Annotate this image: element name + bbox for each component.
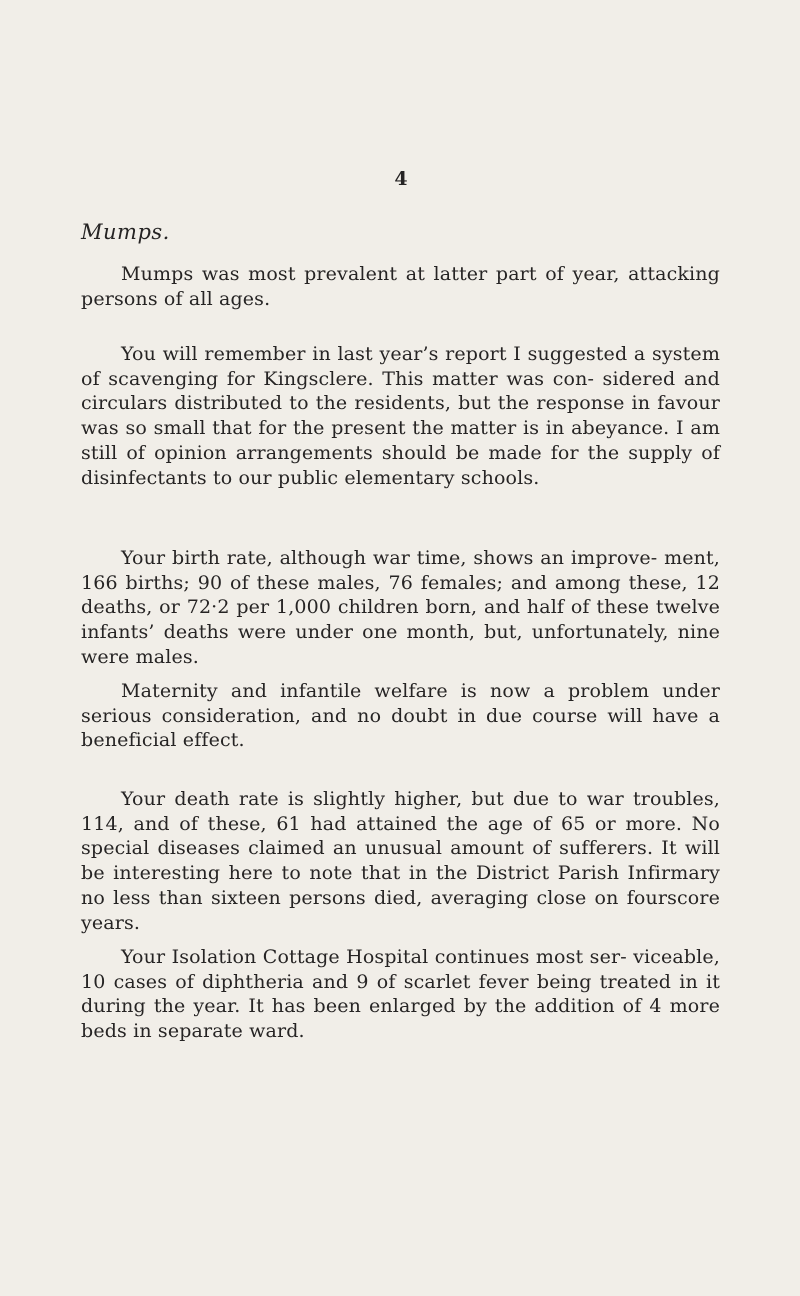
section-heading: Mumps. [81, 220, 170, 244]
paragraph-scavenging: You will remember in last year’s report I suggested a system of scavenging for Kingsclere. This matter was con- sidered and circulars distributed to the residents, but the response in favour was so small that for the present the matter is in abeyance. I am still of opinion arrangements should be made for the supply of disinfectants to our public elementary schools. [81, 343, 720, 489]
paragraph-mumps: Mumps was most prevalent at latter part of year, attacking persons of all ages. [81, 263, 720, 310]
paragraph-maternity: Maternity and infantile welfare is now a problem under serious consideration, and no doubt in due course will have a beneficial effect. [81, 680, 720, 752]
paragraph-death-rate: Your death rate is slightly higher, but due to war troubles, 114, and of these, 61 had attained the age of 65 or more. No special diseases claimed an unusual amount of sufferers. It will be interesting here to note that in the District Parish Infirmary no less than sixteen persons died, averaging close on fourscore years. [81, 788, 720, 934]
paragraph-isolation-hospital: Your Isolation Cottage Hospital continues most ser- viceable, 10 cases of diphtheria and 9 of scarlet fever being treated in it during the year. It has been enlarged by the addition of 4 more beds in separate ward. [81, 946, 720, 1043]
page-number: 4 [394, 168, 408, 190]
paragraph-birth-rate: Your birth rate, although war time, shows an improve- ment, 166 births; 90 of these males, 76 females; and among these, 12 deaths, or 72·2 per 1,000 children born, and half of these twelve infants’ deaths were under one month, but, unfortunately, nine were males. [81, 547, 720, 668]
